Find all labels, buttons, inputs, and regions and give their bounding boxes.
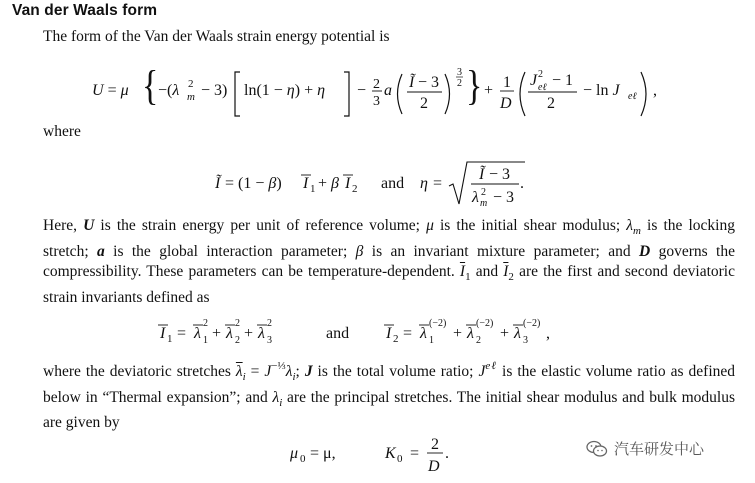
svg-text:.: .: [520, 175, 524, 192]
k0-denominator: D: [428, 458, 440, 475]
svg-text:2: 2: [457, 78, 462, 89]
watermark: [586, 438, 704, 459]
svg-text:1: 1: [310, 183, 316, 195]
k0-sub: 0: [397, 453, 403, 465]
svg-text:λ: λ: [194, 325, 201, 342]
svg-text:=: =: [433, 175, 443, 192]
svg-text:+ β: + β: [318, 175, 339, 192]
svg-text:2: 2: [267, 318, 272, 329]
svg-text:D: D: [500, 95, 512, 112]
svg-text:λ: λ: [420, 325, 427, 342]
k0-lhs: K: [385, 445, 396, 462]
svg-text:− 3: − 3: [489, 166, 511, 183]
intro-text: The form of the Van der Waals strain energy potential is: [43, 28, 390, 45]
svg-text:= (1 − β): = (1 − β): [225, 175, 282, 192]
mu0-rhs: = μ,: [310, 445, 336, 462]
svg-text:(−2): (−2): [523, 318, 541, 329]
moduli-equation: [290, 432, 490, 483]
svg-text:I: I: [345, 175, 351, 192]
svg-text:eℓ: eℓ: [628, 91, 637, 102]
svg-text:U = μ: U = μ: [92, 82, 129, 99]
svg-text:J: J: [530, 72, 538, 89]
k0-numerator: 2: [431, 436, 439, 453]
svg-text:λ: λ: [467, 325, 474, 342]
svg-text:η: η: [420, 175, 428, 192]
stretch-description: where the deviatoric stretches $\overline{\lambda}_i = J^{-\frac{1}{3}}\lambda_i$; J is the total volume ratio; $J^{e\ell}$ is the elastic volume ratio as defined below in “Thermal expansion”; and $\lambda_i$ are the principal stretches. The initial shear modulus and bulk modulus are given by: [43, 360, 736, 431]
svg-text:Ĩ: Ĩ: [215, 175, 221, 192]
svg-text:1: 1: [503, 74, 511, 91]
wechat-icon: [586, 440, 608, 458]
svg-text:1: 1: [167, 333, 173, 345]
svg-text:2: 2: [373, 77, 380, 92]
invariant-definition-equation: [215, 158, 545, 215]
svg-text:− 3: − 3: [493, 189, 515, 206]
svg-text:+: +: [500, 325, 510, 342]
svg-text:2: 2: [352, 183, 358, 195]
svg-text:}: }: [466, 63, 483, 110]
svg-text:1: 1: [203, 335, 208, 346]
svg-text:−: −: [357, 82, 367, 99]
svg-text:(−2): (−2): [476, 318, 494, 329]
svg-text:(−2): (−2): [429, 318, 447, 329]
svg-text:+: +: [212, 325, 222, 342]
svg-text:{: {: [142, 63, 159, 110]
svg-text:λ: λ: [258, 325, 265, 342]
svg-text:=: =: [177, 325, 187, 342]
svg-text:eℓ: eℓ: [538, 82, 547, 93]
svg-text:+: +: [244, 325, 254, 342]
watermark-text: 汽车研发中心: [614, 440, 705, 458]
svg-text:−(λ: −(λ: [158, 82, 180, 99]
svg-text:2: 2: [188, 78, 194, 90]
k0-end: .: [445, 445, 449, 462]
svg-text:+: +: [453, 325, 463, 342]
deviatoric-invariants-equation: [160, 312, 600, 357]
svg-text:− 3): − 3): [201, 82, 228, 99]
svg-text:and: and: [381, 175, 405, 192]
svg-text:λ: λ: [472, 189, 479, 206]
svg-text:− 3: − 3: [418, 74, 440, 91]
svg-text:+: +: [484, 82, 494, 99]
svg-text:2: 2: [420, 95, 428, 112]
svg-text:Ĩ: Ĩ: [409, 74, 415, 91]
svg-text:,: ,: [546, 325, 550, 342]
svg-text:3: 3: [457, 67, 462, 78]
svg-text:m: m: [187, 91, 195, 103]
mu0-lhs: μ: [290, 445, 299, 462]
svg-text:3: 3: [267, 335, 272, 346]
svg-text:2: 2: [476, 335, 481, 346]
svg-text:=: =: [403, 325, 413, 342]
svg-text:2: 2: [481, 187, 486, 198]
svg-text:ln(1 − η) + η: ln(1 − η) + η: [244, 82, 326, 99]
svg-text:2: 2: [203, 318, 208, 329]
svg-text:2: 2: [538, 69, 543, 80]
where-text: where: [43, 123, 81, 140]
svg-text:2: 2: [393, 333, 399, 345]
section-heading: Van der Waals form: [12, 2, 158, 19]
svg-text:m: m: [480, 198, 488, 209]
parameter-description: Here, U is the strain energy per unit of reference volume; μ is the initial shear modulus; $\lambda_m$ is the locking stretch; a is the global interaction parameter; β is an invariant mixture parameter; and D governs the compressibility. These parameters can be temperature-dependent. $\overline{I}_1$ and $\overline{I}_2$ are the first and second deviatoric strain invariants defined as: [43, 217, 735, 306]
svg-text:− ln J: − ln J: [583, 82, 620, 99]
svg-text:I: I: [160, 325, 166, 342]
svg-text:and: and: [326, 325, 350, 342]
svg-text:a: a: [384, 82, 392, 99]
svg-text:,: ,: [653, 82, 657, 99]
svg-text:1: 1: [429, 335, 434, 346]
svg-text:Ĩ: Ĩ: [479, 166, 485, 183]
svg-text:I: I: [303, 175, 309, 192]
svg-text:2: 2: [235, 335, 240, 346]
svg-text:− 1: − 1: [552, 72, 574, 89]
k0-equals: =: [410, 445, 420, 462]
strain-energy-equation: [92, 62, 672, 127]
svg-text:λ: λ: [226, 325, 233, 342]
svg-text:3: 3: [523, 335, 528, 346]
svg-text:I: I: [386, 325, 392, 342]
svg-text:2: 2: [235, 318, 240, 329]
mu0-sub: 0: [300, 453, 306, 465]
svg-text:λ: λ: [514, 325, 521, 342]
svg-text:3: 3: [373, 94, 380, 109]
svg-text:2: 2: [547, 95, 555, 112]
